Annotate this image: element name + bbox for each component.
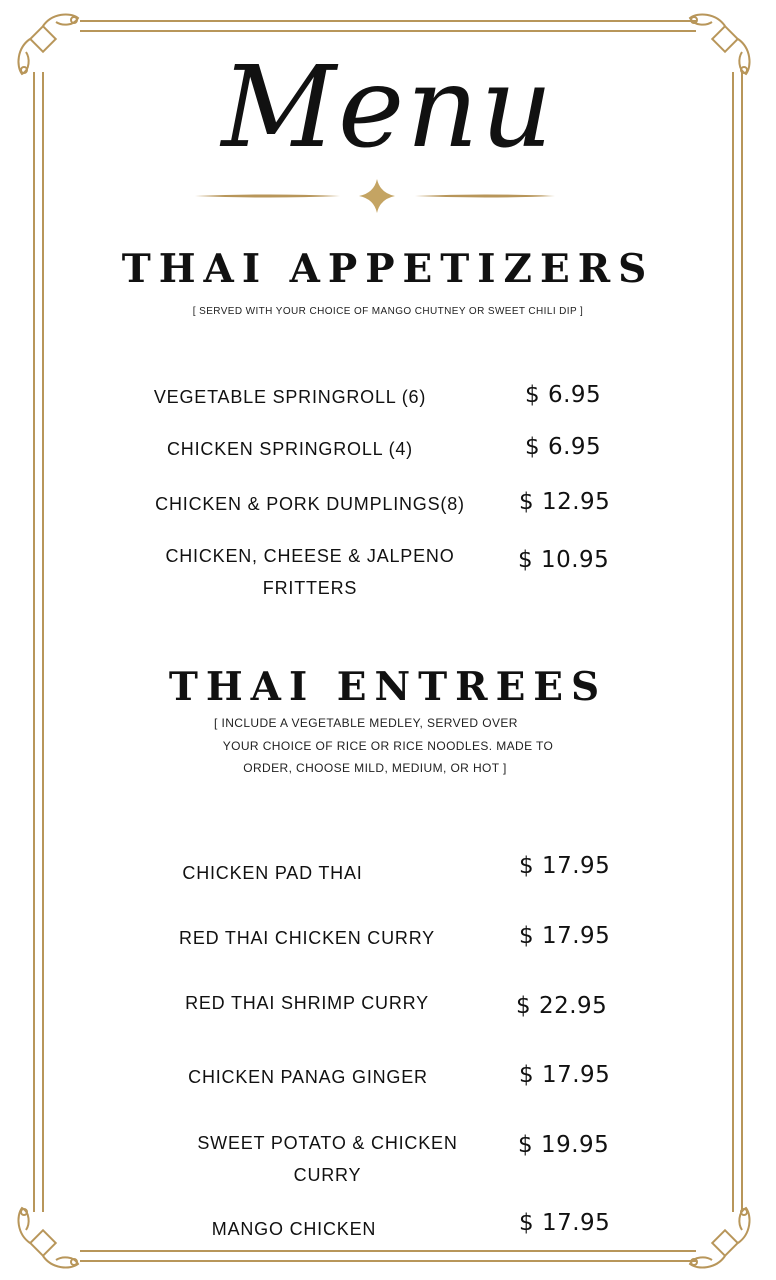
entree-name-2: RED THAI CHICKEN CURRY — [179, 928, 435, 948]
entree-price-5: $ 19.95 — [518, 1132, 610, 1158]
entrees-note-line3: ORDER, CHOOSE MILD, MEDIUM, OR HOT ] — [243, 761, 507, 775]
menu-title: Menu — [221, 43, 555, 173]
appetizers-heading: THAI APPETIZERS — [121, 246, 655, 292]
entree-price-1: $ 17.95 — [519, 853, 611, 879]
entree-name-5-line1: SWEET POTATO & CHICKEN — [197, 1133, 458, 1153]
appetizer-name-3: CHICKEN & PORK DUMPLINGS(8) — [155, 494, 465, 514]
entree-name-4: CHICKEN PANAG GINGER — [188, 1067, 428, 1087]
entrees-note-line2: YOUR CHOICE OF RICE OR RICE NOODLES. MADE TO — [222, 739, 554, 753]
entrees-heading: THAI ENTREES — [168, 664, 608, 710]
frame-bottom-outer — [80, 1260, 696, 1262]
appetizer-name-4-line1: CHICKEN, CHEESE & JALPENO — [165, 546, 455, 566]
entree-price-3: $ 22.95 — [516, 993, 608, 1019]
star-divider-icon — [190, 178, 560, 214]
frame-bottom-inner — [80, 1250, 696, 1252]
appetizer-name-4-line2: FRITTERS — [262, 578, 358, 598]
entree-name-5-line2: CURRY — [293, 1165, 362, 1185]
appetizer-price-2: $ 6.95 — [525, 434, 602, 460]
appetizer-name-2: CHICKEN SPRINGROLL (4) — [167, 439, 413, 459]
frame-top-outer — [80, 20, 696, 22]
frame-right-inner — [732, 72, 734, 1212]
appetizer-name-1: VEGETABLE SPRINGROLL (6) — [153, 387, 427, 407]
frame-right-outer — [741, 72, 743, 1212]
frame-left-inner — [42, 72, 44, 1212]
appetizer-price-4: $ 10.95 — [518, 547, 610, 573]
corner-ornament-bottom-right-icon — [686, 1204, 756, 1274]
entree-price-2: $ 17.95 — [519, 923, 611, 949]
entree-name-3: RED THAI SHRIMP CURRY — [185, 993, 429, 1013]
entrees-note-line1: [ INCLUDE A VEGETABLE MEDLEY, SERVED OVER — [214, 716, 518, 730]
frame-left-outer — [33, 72, 35, 1212]
entree-name-1: CHICKEN PAD THAI — [182, 863, 363, 883]
appetizers-note: [ SERVED WITH YOUR CHOICE OF MANGO CHUTNEY OR SWEET CHILI DIP ] — [192, 306, 584, 317]
entree-price-6: $ 17.95 — [519, 1210, 611, 1236]
entree-price-4: $ 17.95 — [519, 1062, 611, 1088]
frame-top-inner — [80, 30, 696, 32]
corner-ornament-bottom-left-icon — [12, 1204, 82, 1274]
entree-name-6: MANGO CHICKEN — [211, 1219, 377, 1239]
appetizer-price-1: $ 6.95 — [525, 382, 602, 408]
appetizer-price-3: $ 12.95 — [519, 489, 611, 515]
